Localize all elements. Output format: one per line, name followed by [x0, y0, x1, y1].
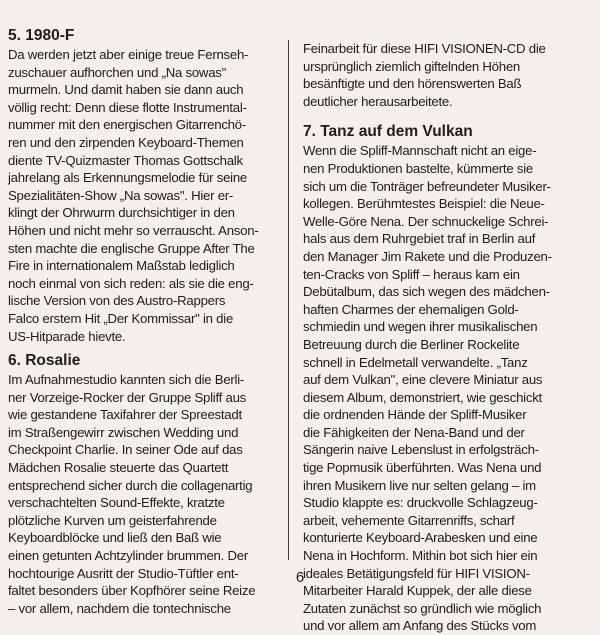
text-line: Debütalbum, das sich wegen des mädchen-	[303, 284, 550, 300]
section-5-heading: 5. 1980-F	[8, 27, 75, 44]
text-line: schmiedin und wegen ihrer musikalischen	[303, 319, 538, 335]
text-line: – vor allem, nachdem die tontechnische	[8, 600, 231, 616]
text-line: klingt der Ohrwurm durchsichtiger in den	[8, 205, 235, 221]
text-line: die Fähigkeiten der Nena-Band und der	[303, 424, 525, 440]
text-line: hochtourige Ausritt der Studio-Tüftler ent-	[8, 565, 239, 581]
text-line: haften Charmes der ehemaligen Gold-	[303, 301, 519, 317]
text-line: Betreuung durch die Berliner Rockelite	[303, 336, 520, 352]
text-line: ihren Musikern live nur selten gelang – im	[303, 477, 536, 493]
text-line: noch einmal von sich reden: als sie die eng-	[8, 275, 254, 291]
text-line: Feinarbeit für diese HIFI VISIONEN-CD die	[303, 41, 546, 56]
text-line: Keyboardblöcke und ließ den Baß wie	[8, 530, 222, 546]
text-line: ideales Betätigungsfeld für HIFI VISION-	[303, 565, 530, 581]
text-line: Spezialitäten-Show „Na sowas". Hier er-	[8, 187, 234, 203]
text-line: kollegen. Berühmtestes Beispiel: die Neue-	[303, 196, 545, 212]
text-line: murmeln. Und damit haben sie dann auch	[8, 82, 244, 98]
text-line: die ordnenden Hände der Spliff-Musiker	[303, 407, 527, 423]
right-column	[303, 40, 573, 635]
text-line: konturierte Keyboard-Arabesken und eine	[303, 530, 538, 546]
text-line: US-Hitparade hievte.	[8, 328, 126, 344]
text-line: im Straßengewirr zwischen Wedding und	[8, 424, 239, 440]
text-line: zuschauer aufhorchen und „Na sowas"	[8, 64, 227, 80]
section-7-body	[303, 142, 573, 635]
text-line: ten-Cracks von Spliff – heraus kam ein	[303, 266, 520, 282]
section-6-heading: 6. Rosalie	[8, 352, 81, 370]
text-line: tige Popmusik überführten. Was Nena und	[303, 460, 542, 476]
text-line: Höhen und nicht mehr so verrauscht. Anson-	[8, 222, 259, 238]
text-line: völlig recht: Denn diese flotte Instrumental-	[8, 99, 247, 115]
text-line: ren und den zirpenden Keyboard-Themen	[8, 134, 244, 150]
text-line: deutlicher herausarbeitete.	[303, 93, 453, 109]
section-7-heading: 7. Tanz auf dem Vulkan	[303, 123, 473, 141]
text-line: nummer mit den energischen Gitarrenchö-	[8, 117, 246, 133]
text-line: den Manager Jim Rakete und die Produzen-	[303, 248, 552, 264]
text-line: hals aus dem Ruhrgebiet traf in Berlin auf	[303, 231, 536, 247]
text-line: ner Vorzeige-Rocker der Gruppe Spliff aus	[8, 389, 246, 405]
text-line: Studio klappte es: druckvolle Schlagzeug-	[303, 495, 538, 511]
text-line: Da werden jetzt aber einige treue Fernseh-	[8, 47, 249, 62]
text-line: Checkpoint Charlie. In seiner Ode auf das	[8, 442, 243, 458]
text-line: Nena in Hochform. Mithin bot sich hier ein	[303, 548, 538, 564]
text-line: sten machte die englische Gruppe After The	[8, 240, 255, 256]
column-divider	[288, 40, 289, 560]
text-line: diente TV-Quizmaster Thomas Gottschalk	[8, 152, 243, 168]
text-line: ursprünglich ziemlich giftelnden Höhen	[303, 58, 521, 74]
text-line: Mitarbeiter Harald Kuppek, der alle diese	[303, 583, 532, 599]
text-line: entsprechend sicher durch die collagenartig	[8, 477, 253, 493]
text-line: Sängerin naive Lebenslust in erfolgsträch-	[303, 442, 539, 458]
text-line: Zutaten zunächst so gründlich wie möglich	[303, 600, 542, 616]
text-line: einen getunten Achtzylinder brummen. Der	[8, 548, 248, 564]
continued-paragraph	[303, 40, 573, 110]
text-line: Fire in internationalem Maßstab lediglich	[8, 258, 235, 274]
text-line: verschachtelten Sound-Effekte, kratzte	[8, 495, 225, 511]
text-line: sich um die Tonträger befreundeter Musiker-	[303, 178, 551, 194]
section-5-body	[8, 46, 280, 345]
text-line: plötzliche Kurven um geisterfahrende	[8, 512, 217, 528]
text-line: lische Version von des Austro-Rappers	[8, 293, 226, 309]
text-line: besänftigte und den hörenswerten Baß	[303, 76, 522, 92]
text-line: Im Aufnahmestudio kannten sich die Berli-	[8, 372, 245, 388]
text-line: Welle-Göre Nena. Der schnuckelige Schrei-	[303, 213, 549, 229]
text-line: jahrelang als Erkennungsmelodie für seine	[8, 170, 247, 186]
text-line: faltet besonders über Kopfhörer seine Reize	[8, 583, 256, 599]
text-line: Falco erstem Hit „Der Kommissar" in die	[8, 310, 234, 326]
text-line: schnell in Edelmetall verwandelte. „Tanz	[303, 354, 528, 370]
left-column	[8, 26, 280, 617]
text-line: wie gestandene Taxifahrer der Spreestadt	[8, 407, 242, 423]
text-line: diesem Album, demonstriert, wie geschickt	[303, 389, 542, 405]
text-line: arbeit, vehemente Gitarrenriffs, scharf	[303, 512, 515, 528]
text-line: nen Produktionen bastelte, kümmerte sie	[303, 160, 533, 176]
text-line: auf dem Vulkan", eine clevere Miniatur aus	[303, 372, 543, 388]
page-number: 6	[295, 569, 305, 586]
text-line: Wenn die Spliff-Mannschaft nicht an eige-	[303, 143, 537, 159]
text-line: Mädchen Rosalie steuerte das Quartett	[8, 460, 229, 476]
text-line: und vor allem am Anfang des Stücks vom	[303, 618, 537, 634]
